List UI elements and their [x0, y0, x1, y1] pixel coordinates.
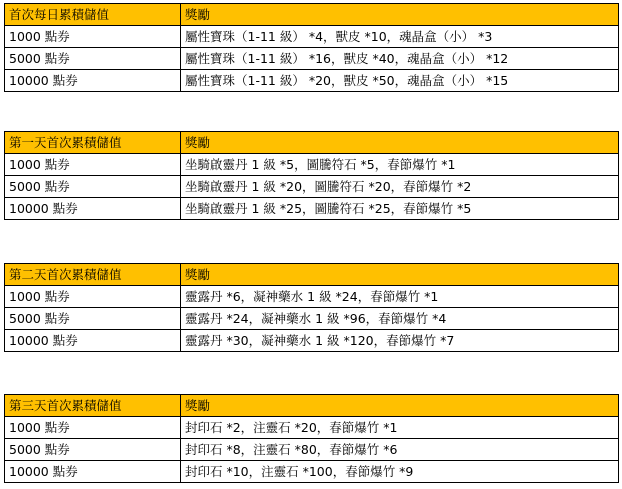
reward-table-day-two [4, 263, 619, 352]
table-row [5, 417, 619, 439]
header-cell-deposit: 首次每日累積儲值 [5, 4, 181, 26]
deposit-amount-cell: 10000 點券 [5, 330, 181, 352]
reward-cell: 屬性寶珠（1-11 級） *4，獸皮 *10，魂晶盒（小） *3 [181, 26, 619, 48]
reward-cell: 坐騎啟靈丹 1 級 *25，圖騰符石 *25，春節爆竹 *5 [181, 198, 619, 220]
table-row [5, 70, 619, 92]
table-row [5, 330, 619, 352]
header-cell-reward: 獎勵 [181, 264, 619, 286]
deposit-amount-cell: 5000 點券 [5, 48, 181, 70]
reward-cell: 靈露丹 *24，凝神藥水 1 級 *96，春節爆竹 *4 [181, 308, 619, 330]
reward-table-day-one [4, 131, 619, 220]
header-cell-deposit: 第二天首次累積儲值 [5, 264, 181, 286]
reward-cell: 坐騎啟靈丹 1 級 *20，圖騰符石 *20，春節爆竹 *2 [181, 176, 619, 198]
reward-cell: 封印石 *2，注靈石 *20，春節爆竹 *1 [181, 417, 619, 439]
deposit-amount-cell: 10000 點券 [5, 70, 181, 92]
table-header-row [5, 264, 619, 286]
reward-table-daily-first [4, 3, 619, 92]
table-header-row [5, 4, 619, 26]
reward-cell: 屬性寶珠（1-11 級） *20，獸皮 *50，魂晶盒（小） *15 [181, 70, 619, 92]
table-row [5, 461, 619, 483]
header-cell-reward: 獎勵 [181, 395, 619, 417]
table-row [5, 286, 619, 308]
deposit-amount-cell: 1000 點券 [5, 417, 181, 439]
deposit-amount-cell: 5000 點券 [5, 308, 181, 330]
table-row [5, 48, 619, 70]
reward-table-day-three [4, 394, 619, 483]
table-header-row [5, 132, 619, 154]
reward-cell: 靈露丹 *6，凝神藥水 1 級 *24，春節爆竹 *1 [181, 286, 619, 308]
table-row [5, 154, 619, 176]
header-cell-deposit: 第三天首次累積儲值 [5, 395, 181, 417]
deposit-amount-cell: 5000 點券 [5, 176, 181, 198]
table-row [5, 439, 619, 461]
table-row [5, 308, 619, 330]
deposit-amount-cell: 1000 點券 [5, 26, 181, 48]
reward-cell: 封印石 *8，注靈石 *80，春節爆竹 *6 [181, 439, 619, 461]
deposit-amount-cell: 1000 點券 [5, 286, 181, 308]
reward-cell: 靈露丹 *30，凝神藥水 1 級 *120，春節爆竹 *7 [181, 330, 619, 352]
header-cell-reward: 獎勵 [181, 4, 619, 26]
reward-cell: 坐騎啟靈丹 1 級 *5，圖騰符石 *5，春節爆竹 *1 [181, 154, 619, 176]
header-cell-reward: 獎勵 [181, 132, 619, 154]
deposit-amount-cell: 5000 點券 [5, 439, 181, 461]
table-row [5, 26, 619, 48]
reward-cell: 屬性寶珠（1-11 級） *16，獸皮 *40，魂晶盒（小） *12 [181, 48, 619, 70]
table-row [5, 198, 619, 220]
deposit-amount-cell: 10000 點券 [5, 461, 181, 483]
table-header-row [5, 395, 619, 417]
table-row [5, 176, 619, 198]
deposit-amount-cell: 10000 點券 [5, 198, 181, 220]
deposit-amount-cell: 1000 點券 [5, 154, 181, 176]
header-cell-deposit: 第一天首次累積儲值 [5, 132, 181, 154]
reward-cell: 封印石 *10，注靈石 *100，春節爆竹 *9 [181, 461, 619, 483]
